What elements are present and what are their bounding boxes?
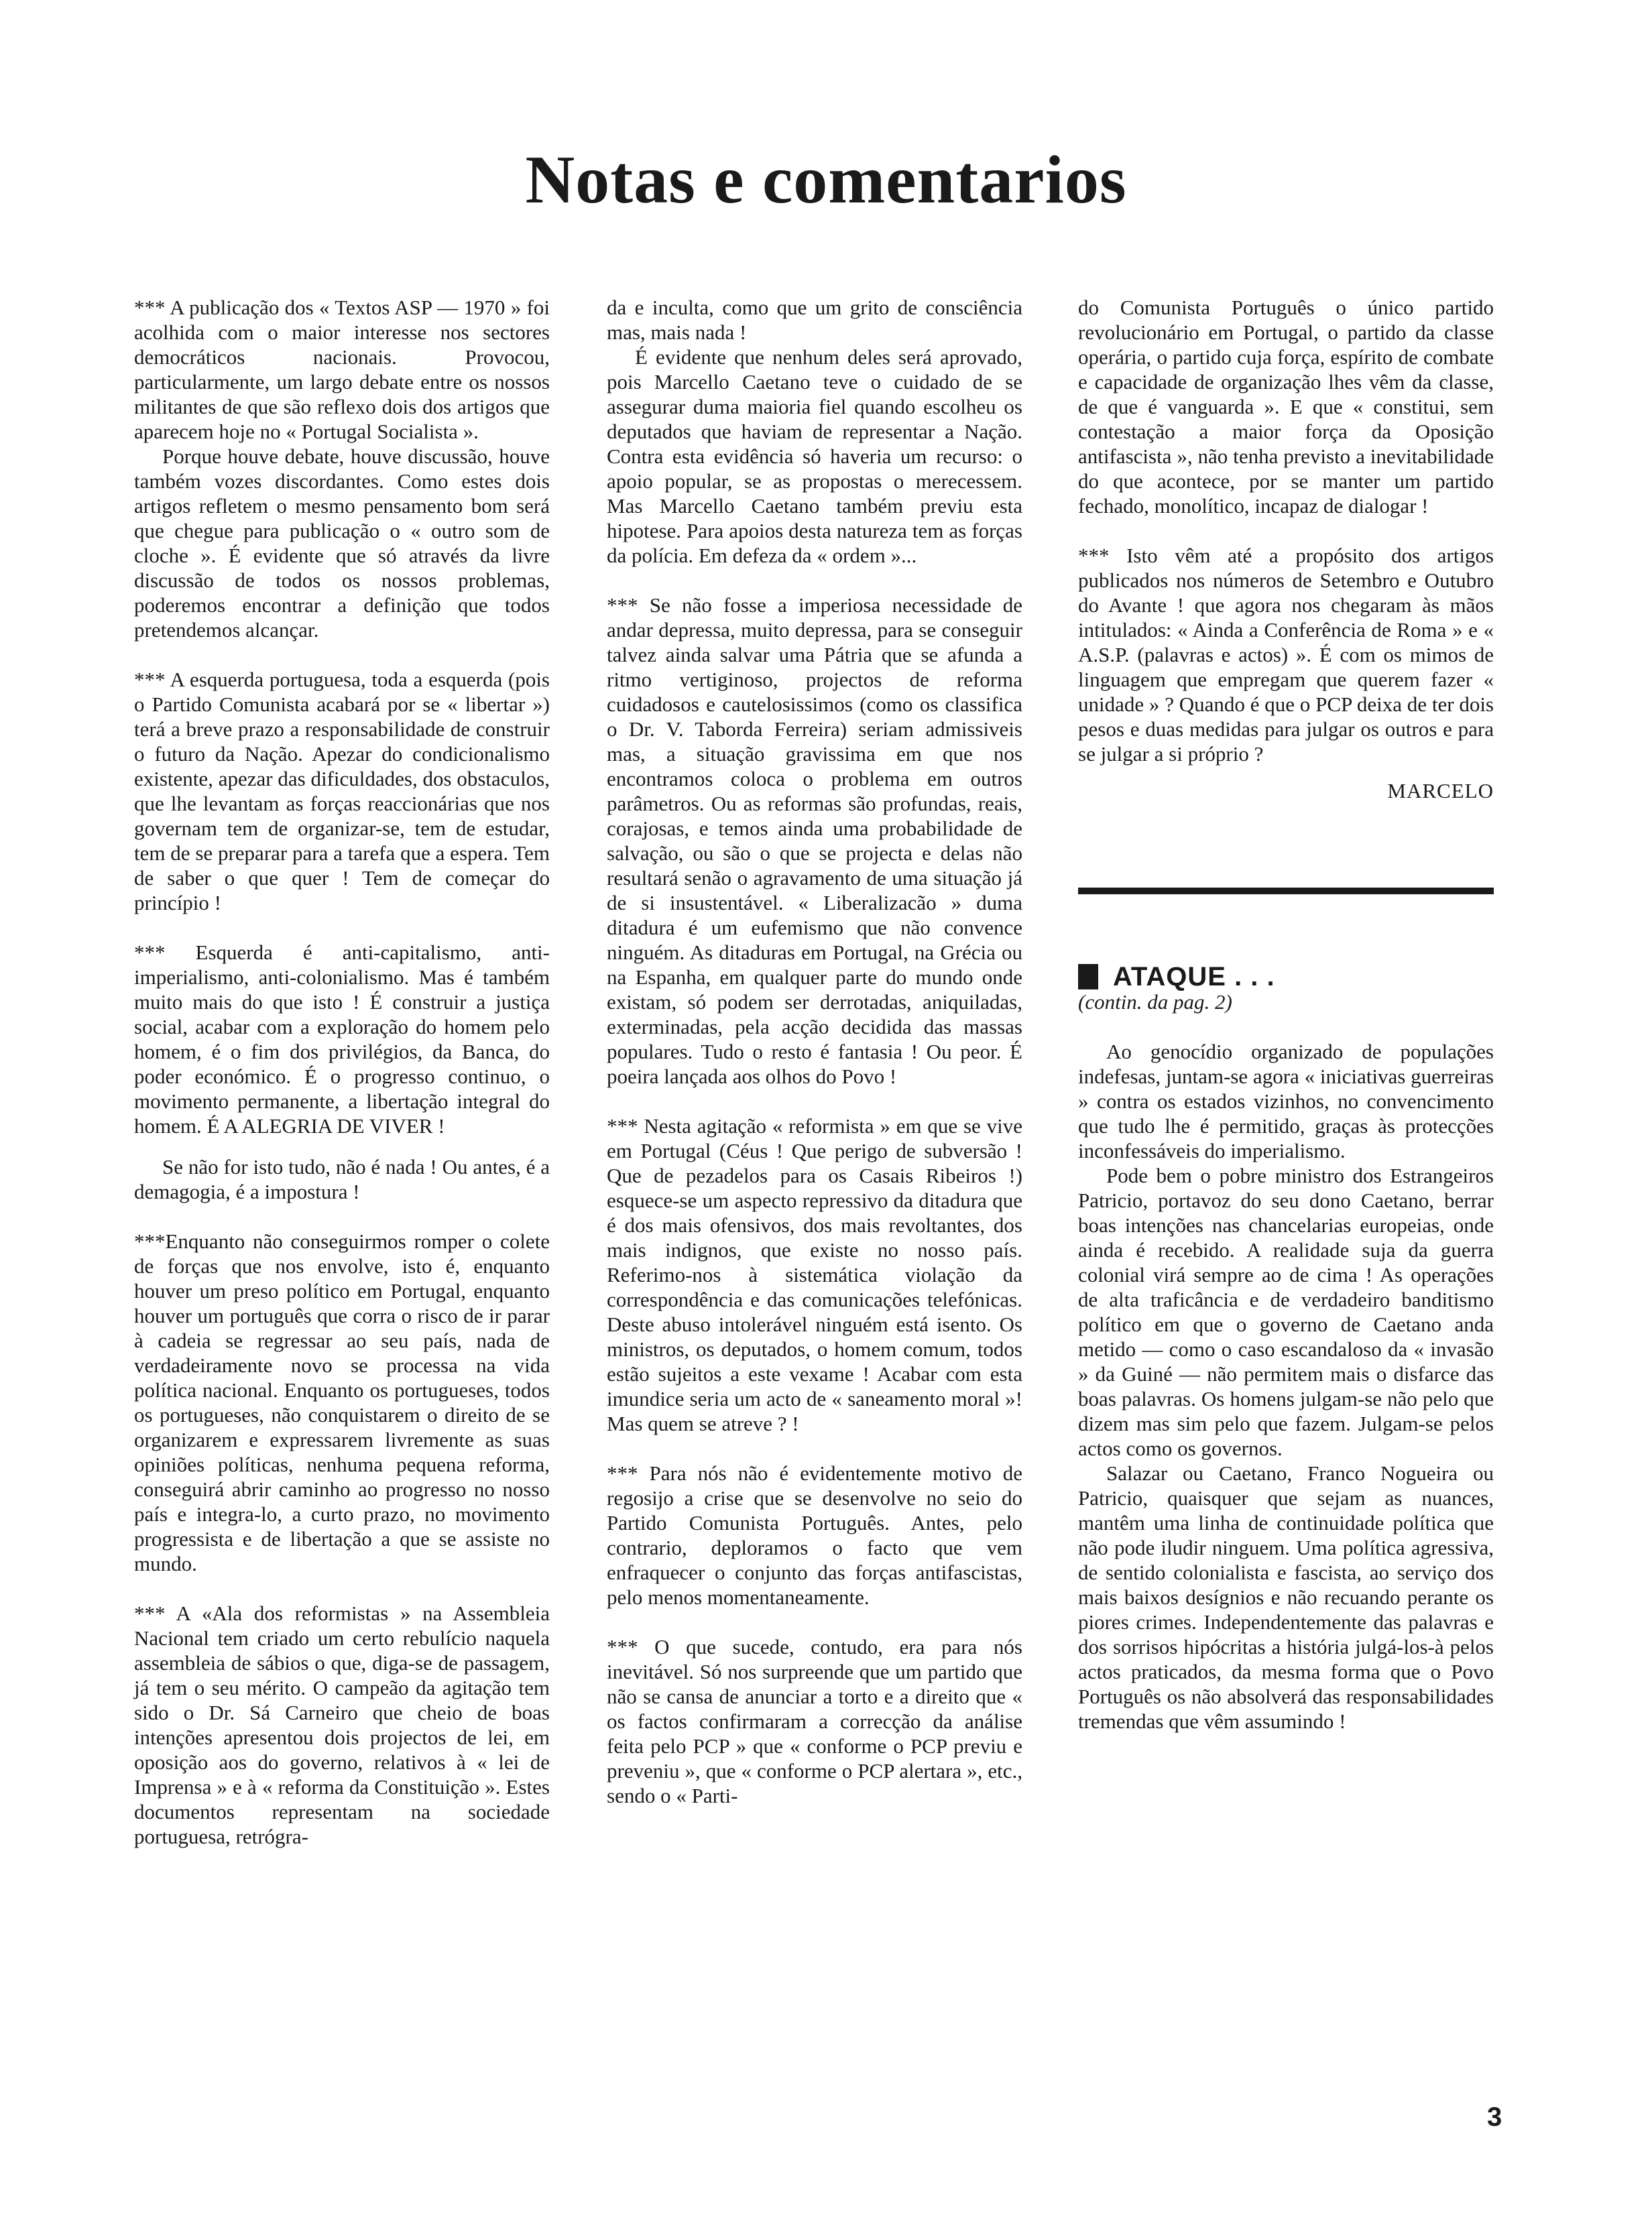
paragraph: da e inculta, como que um grito de consciência mas, mais nada !	[607, 296, 1022, 344]
page-title: Notas e comentarios	[525, 142, 1127, 218]
paragraph: *** O que sucede, contudo, era para nós inevitável. Só nos surpreende que um partido que não se cansa de anunciar a torto e a direito que « os factos confirmaram a correcção da análise feita pelo PCP » que « conforme o PCP previu e preveniu », que « conforme o PCP alertara », etc., sendo o « Parti-	[607, 1635, 1022, 1807]
paragraph: do Comunista Português o único partido revolucionário em Portugal, o partido da classe operária, o partido cuja força, espírito de combate e capacidade de organização lhes vêm da classe, de que é vanguarda ». E que « constitui, sem contestação a maior força da Oposição antifascista », não tenha previsto a inevitabilidade do que acontece, por se manter um partido fechado, monolítico, incapaz de dialogar !	[1078, 296, 1494, 518]
ataque-heading	[1078, 961, 1494, 991]
paragraph: *** A «Ala dos reformistas » na Assembleia Nacional tem criado um certo rebulício naquela assembleia de sábios o que, diga-se de passagem, já tem o seu mérito. O campeão da agitação tem sido o Dr. Sá Carneiro que cheio de boas intenções apresentou dois projectos de lei, em oposição aos do governo, relativos à « lei de Imprensa » e à « reforma da Constituição ». Estes documentos representam na sociedade portuguesa, retrógra-	[134, 1602, 550, 1848]
paragraph: Salazar ou Caetano, Franco Nogueira ou Patricio, quaisquer que sejam as nuances, mantêm uma linha de continuidade política que não pode iludir ninguem. Uma política agressiva, de sentido colonialista e fascista, ao serviço dos mais baixos desígnios e não recuando perante os piores crimes. Independentemente das palavras e dos sorrisos hipócritas a história julgá-los-à pelos actos praticados, da mesma forma que o Povo Português os não absolverá das responsabilidades tremendas que vêm assumindo !	[1078, 1461, 1494, 1733]
column-1	[134, 295, 550, 1849]
paragraph: Ao genocídio organizado de populações indefesas, juntam-se agora « iniciativas guerreiras » contra os estados vizinhos, no convencimento que tudo lhe é permitido, graças às protecções inconfessáveis do imperialismo.	[1078, 1040, 1494, 1162]
ataque-title: ATAQUE . . .	[1113, 961, 1275, 991]
paragraph: É evidente que nenhum deles será aprovado, pois Marcello Caetano teve o cuidado de se assegurar duma maioria fiel quando escolheu os deputados que haviam de representar a Nação. Contra esta evidência só haveria um recurso: o apoio popular, se as propostas o merecessem. Mas Marcello Caetano também previu esta hipotese. Para apoios desta natureza tem as forças da polícia. Em defeza da « ordem »...	[607, 345, 1022, 567]
paragraph: *** Para nós não é evidentemente motivo de regosijo a crise que se desenvolve no seio do Partido Comunista Português. Antes, pelo contrario, deploramos o facto que vem enfraquecer o conjunto das forças antifascistas, pelo menos momentaneamente.	[607, 1461, 1022, 1609]
paragraph: ***Enquanto não conseguirmos romper o colete de forças que nos envolve, isto é, enquanto houver um preso político em Portugal, enquanto houver um português que corra o risco de ir parar à cadeia se regressar ao seu país, nada de verdadeiramente novo se processa na vida política nacional. Enquanto os portugueses, todos os portugueses, não conquistarem o direito de se organizarem e expressarem livremente as suas opiniões políticas, nenhuma pequena reforma, conseguirá abrir caminho ao progresso no nosso país e integra-lo, a curto prazo, no movimento progressista e de libertação a que se assiste no mundo.	[134, 1229, 550, 1575]
paragraph: *** A esquerda portuguesa, toda a esquerda (pois o Partido Comunista acabará por se « libertar ») terá a breve prazo a responsabilidade de construir o futuro da Nação. Apezar do condicionalismo existente, apezar das dificuldades, dos obstaculos, que lhe levantam as forças reaccionárias que nos governam tem de organizar-se, tem de estudar, tem de se preparar para a tarefa que a espera. Tem de saber o que quer ! Tem de começar do princípio !	[134, 668, 550, 914]
paragraph: *** Nesta agitação « reformista » em que se vive em Portugal (Céus ! Que perigo de subversão ! Que de pezadelos para os Casais Ribeiros !) esquece-se um aspecto repressivo da ditadura que é dos mais ofensivos, dos mais revoltantes, dos mais indignos, que existe no nosso país. Referimo-nos à sistemática violação da correspondência e das comunicações telefónicas. Deste abuso intolerável ninguém está isento. Os ministros, os deputados, o homem comum, todos estão sujeitos a este vexame ! Acabar com esta imundice seria um acto de « saneamento moral »! Mas quem se atreve ? !	[607, 1114, 1022, 1435]
page-number: 3	[1487, 2102, 1502, 2132]
paragraph: *** Esquerda é anti-capitalismo, anti-imperialismo, anti-colonialismo. Mas é também muito mais do que isto ! É construir a justiça social, acabar com a exploração do homem pelo homem, é o fim dos privilégios, da Banca, do poder económico. É o progresso continuo, o movimento permanente, a libertação integral do homem. É A ALEGRIA DE VIVER !	[134, 941, 550, 1138]
bullet-square-icon	[1078, 964, 1098, 989]
paragraph: *** Se não fosse a imperiosa necessidade de andar depressa, muito depressa, para se conseguir talvez ainda salvar uma Pátria que se afunda a ritmo vertiginoso, projectos de reforma cuidadosos e cautelosissimos (como os classifica o Dr. V. Taborda Ferreira) seriam admissiveis mas, a situação gravissima em que nos encontramos coloca o problema em outros parâmetros. Ou as reformas são profundas, reais, corajosas, e temos ainda uma probabilidade de salvação, ou são o que se projecta e delas não resultará senão o agravamento de uma situação já de si insustentável. « Liberalizacão » duma ditadura é um eufemismo que não convence ninguém. As ditaduras em Portugal, na Grécia ou na Espanha, em qualquer parte do mundo onde existam, só podem ser derrotadas, aniquiladas, exterminadas, pela acção decidida das massas populares. Tudo o resto é fantasia ! Ou peor. É poeira lançada aos olhos do Povo !	[607, 593, 1022, 1088]
paragraph: *** Isto vêm até a propósito dos artigos publicados nos números de Setembro e Outubro do Avante ! que agora nos chegaram às mãos intitulados: « Ainda a Conferência de Roma » e « A.S.P. (palavras e actos) ». É com os mimos de linguagem que empregam que querem fazer « unidade » ? Quando é que o PCP deixa de ter dois pesos e duas medidas para julgar os outros e para se julgar a si próprio ?	[1078, 544, 1494, 766]
paragraph: Pode bem o pobre ministro dos Estrangeiros Patricio, portavoz do seu dono Caetano, berrar boas intenções nas chancelarias europeias, onde ainda é recebido. A realidade suja da guerra colonial virá sempre ao de cima ! As operações de alta traficância e de verdadeiro banditismo político em que o governo de Caetano anda metido — como o caso escandaloso da « invasão » da Guiné — não permitem mais o disfarce das boas palavras. Os homens julgam-se não pelo que dizem mas sim pelo que fazem. Julgam-se pelos actos como os governos.	[1078, 1164, 1494, 1460]
section-divider	[1078, 888, 1494, 894]
column-3	[1078, 295, 1494, 1734]
continuation-note: (contin. da pag. 2)	[1078, 990, 1232, 1014]
paragraph: *** A publicação dos « Textos ASP — 1970 » foi acolhida com o maior interesse nos sectores democráticos nacionais. Provocou, particularmente, um largo debate entre os nossos militantes de que são reflexo dois dos artigos que aparecem hoje no « Portugal Socialista ».	[134, 296, 550, 443]
paragraph: Se não for isto tudo, não é nada ! Ou antes, é a demagogia, é a impostura !	[134, 1155, 550, 1203]
author-signature: MARCELO	[1387, 779, 1494, 802]
column-2	[607, 295, 1022, 1808]
paragraph: Porque houve debate, houve discussão, houve também vozes discordantes. Como estes dois artigos refletem o mesmo pensamento bom será que chegue para publicação o « outro som de cloche ». É evidente que só através da livre discussão de todos os nossos problemas, poderemos encontrar a definição que todos pretendemos alcançar.	[134, 444, 550, 642]
